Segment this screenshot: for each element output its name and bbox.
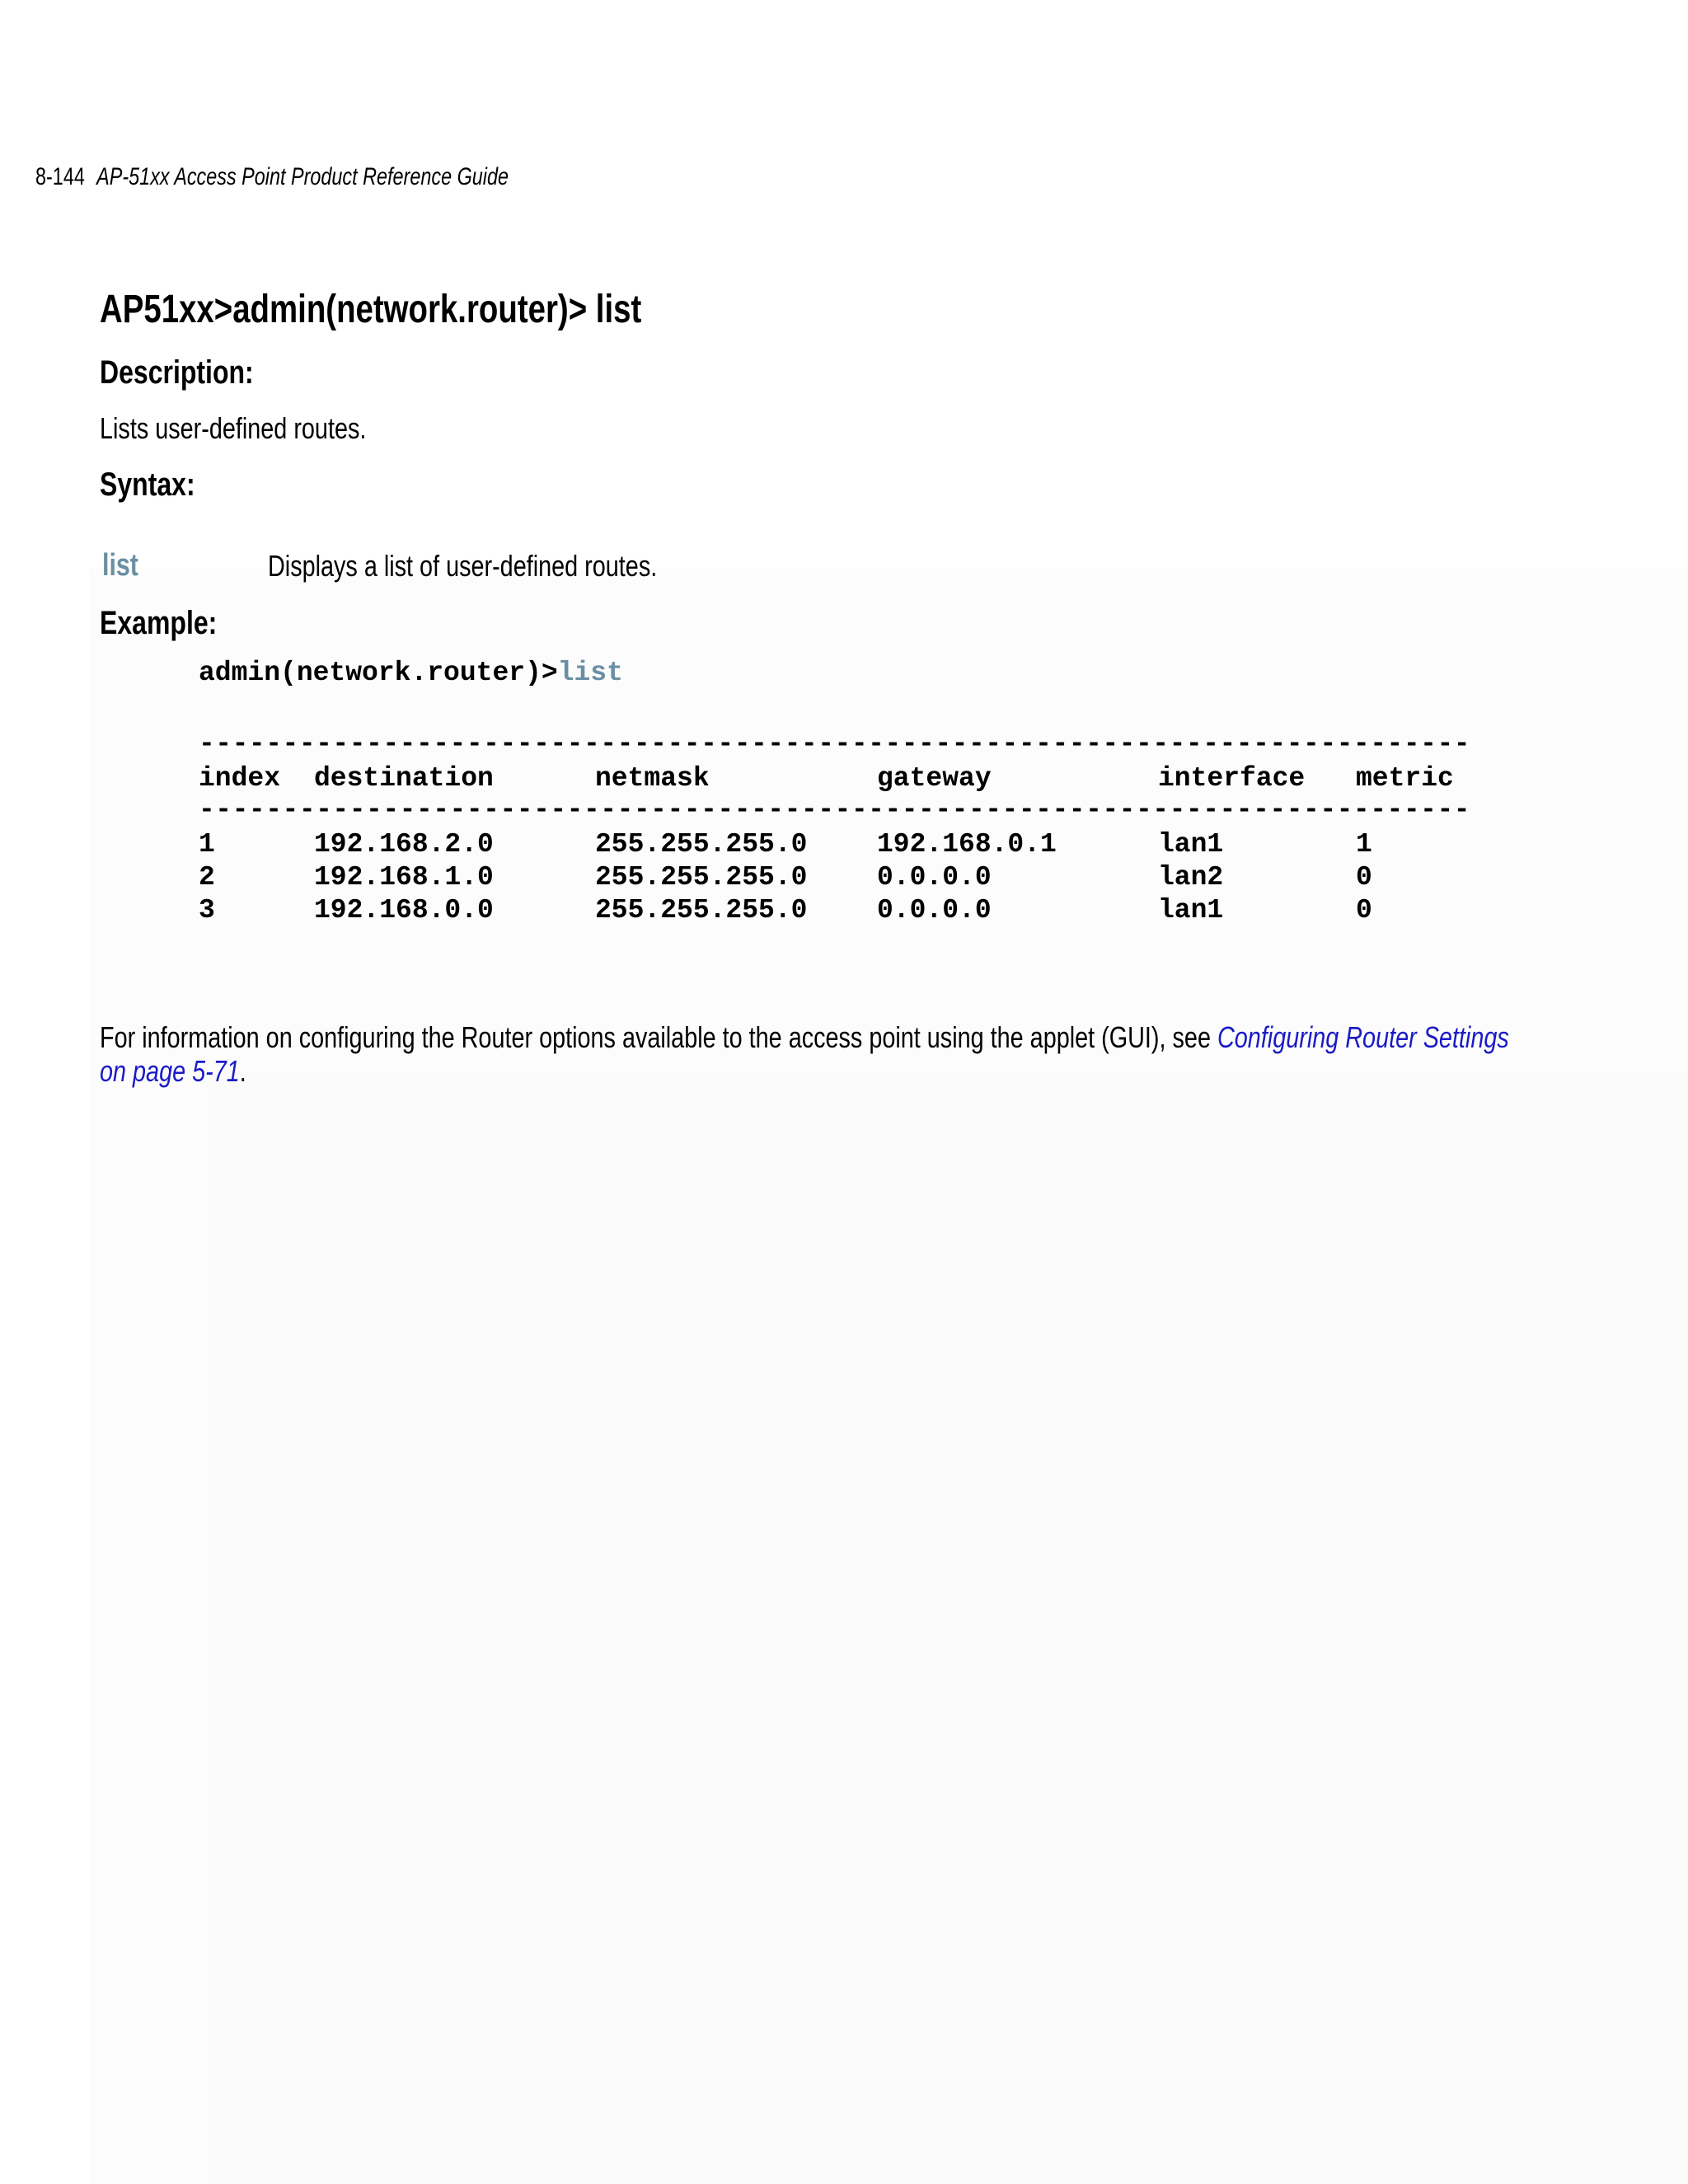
column-destination: destination [314, 763, 494, 794]
cell-destination: 192.168.1.0 [314, 862, 494, 893]
cell-metric: 0 [1356, 895, 1372, 926]
footer-note-line1 [100, 1020, 1509, 1055]
cell-destination: 192.168.0.0 [314, 895, 494, 926]
description-heading: Description: [100, 354, 254, 391]
page-background-lower [210, 1071, 1688, 2184]
example-prompt-line [199, 658, 623, 688]
footer-note-text: For information on configuring the Router options available to the access point using the applet (GUI), see [100, 1020, 1217, 1054]
cell-index: 3 [199, 895, 215, 926]
example-heading: Example: [100, 605, 218, 641]
guide-title: AP-51xx Access Point Product Reference Guide [96, 163, 509, 190]
column-index: index [199, 763, 281, 794]
cell-destination: 192.168.2.0 [314, 829, 494, 860]
footer-note-period: . [239, 1054, 246, 1088]
cell-interface: lan1 [1158, 829, 1224, 860]
cell-metric: 0 [1356, 862, 1372, 893]
example-command: list [557, 658, 623, 688]
cell-gateway: 0.0.0.0 [877, 895, 992, 926]
column-netmask: netmask [595, 763, 710, 794]
page-number: 8-144 [35, 163, 85, 190]
syntax-heading: Syntax: [100, 466, 195, 503]
syntax-keyword: list [102, 548, 138, 583]
cell-gateway: 192.168.0.1 [877, 829, 1057, 860]
column-metric: metric [1356, 763, 1454, 794]
syntax-description: Displays a list of user-defined routes. [268, 549, 658, 583]
cross-reference-link[interactable]: Configuring Router Settings [1217, 1020, 1509, 1054]
cell-netmask: 255.255.255.0 [595, 862, 808, 893]
example-prompt: admin(network.router)> [199, 658, 558, 688]
cell-netmask: 255.255.255.0 [595, 829, 808, 860]
cell-interface: lan2 [1158, 862, 1224, 893]
column-interface: interface [1158, 763, 1306, 794]
table-separator-top: ---------------------------------------------------------------------------- [199, 729, 1471, 759]
running-header [35, 163, 509, 191]
cell-netmask: 255.255.255.0 [595, 895, 808, 926]
cell-index: 1 [199, 829, 215, 860]
cell-index: 2 [199, 862, 215, 893]
footer-note-line2 [100, 1054, 246, 1089]
cross-reference-link-page[interactable]: on page 5-71 [100, 1054, 240, 1088]
description-text: Lists user-defined routes. [100, 411, 367, 445]
table-separator-bottom: ---------------------------------------------------------------------------- [199, 794, 1471, 825]
cell-metric: 1 [1356, 829, 1372, 860]
cell-interface: lan1 [1158, 895, 1224, 926]
cell-gateway: 0.0.0.0 [877, 862, 992, 893]
command-heading: AP51xx>admin(network.router)> list [100, 288, 642, 331]
column-gateway: gateway [877, 763, 992, 794]
